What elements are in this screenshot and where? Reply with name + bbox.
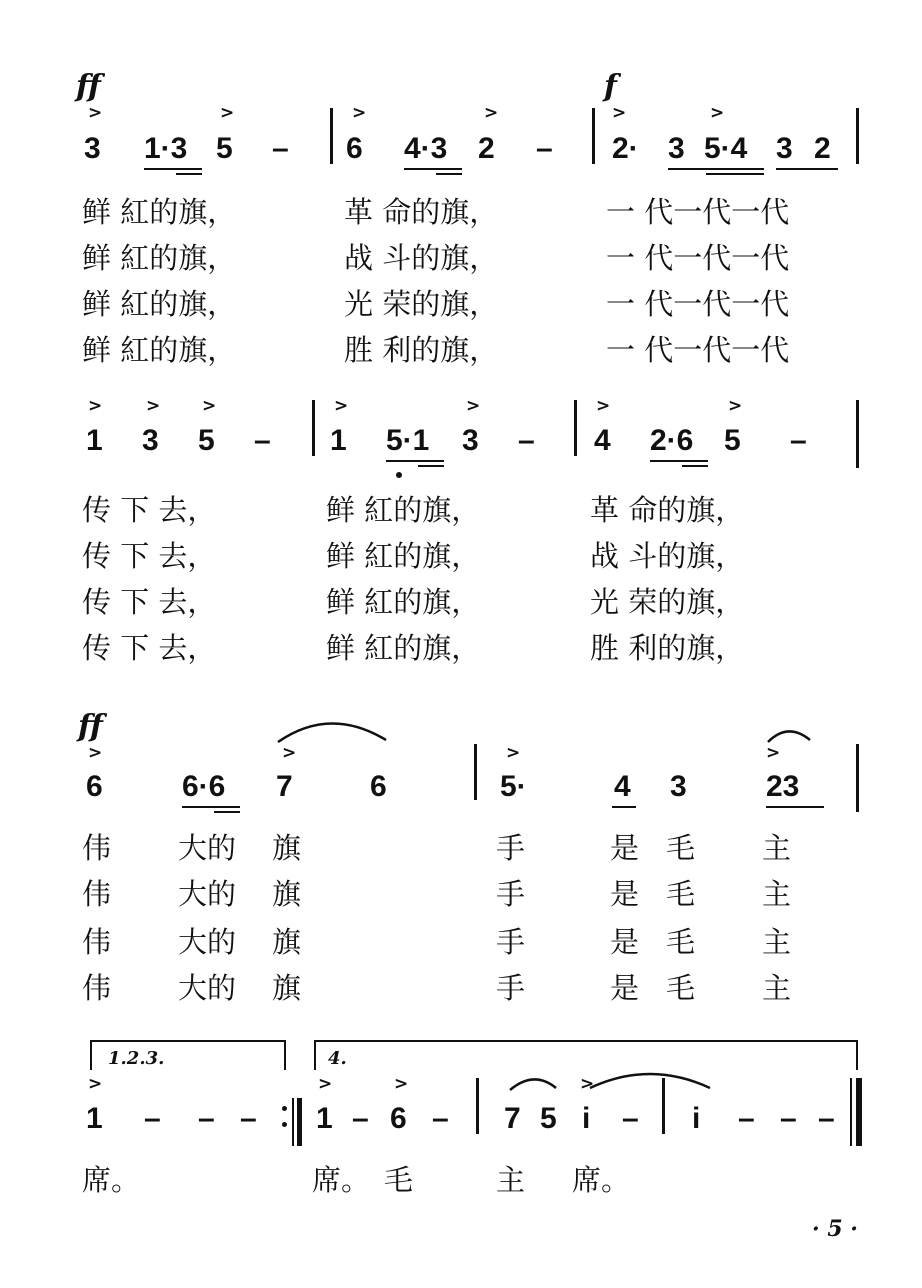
underline bbox=[612, 806, 636, 808]
lyric: 主 bbox=[762, 925, 792, 959]
lyric: 主 bbox=[762, 877, 792, 911]
lyric: 毛 bbox=[666, 831, 696, 865]
volta-bracket-line bbox=[90, 1040, 92, 1070]
lyric: 旗 bbox=[272, 877, 302, 911]
accent-mark: > bbox=[220, 103, 235, 123]
lyric: 大的 bbox=[178, 831, 237, 865]
note: 3 bbox=[462, 424, 479, 457]
final-bar-thick bbox=[856, 1078, 862, 1146]
lyric: 毛 bbox=[666, 971, 696, 1005]
note: 4 bbox=[594, 424, 611, 457]
note: 6 bbox=[370, 770, 387, 803]
accent-mark: > bbox=[766, 743, 781, 763]
lyric: 手 bbox=[496, 971, 526, 1005]
note: 7 bbox=[504, 1102, 521, 1135]
note: 2·6 bbox=[650, 424, 694, 457]
lyric: 毛 bbox=[666, 877, 696, 911]
accent-mark: > bbox=[612, 103, 627, 123]
lyric: 一 代一代一代 bbox=[606, 333, 790, 367]
note: 2 bbox=[478, 132, 495, 165]
lyric: 鲜 紅的旗， bbox=[82, 287, 237, 321]
lyric: 席。 bbox=[572, 1163, 631, 1197]
underline bbox=[766, 806, 824, 808]
lyric: 是 bbox=[610, 971, 640, 1005]
volta-label: 1.2.3. bbox=[108, 1048, 165, 1069]
lyric: 鲜 紅的旗， bbox=[326, 631, 481, 665]
accent-mark: > bbox=[580, 1074, 595, 1094]
accent-mark: > bbox=[202, 396, 217, 416]
page-number: · 5 · bbox=[812, 1216, 858, 1242]
note: – bbox=[518, 424, 535, 457]
note: 3 bbox=[776, 132, 793, 165]
lyric: 手 bbox=[496, 925, 526, 959]
note: 1 bbox=[86, 1102, 103, 1135]
accent-mark: > bbox=[88, 103, 103, 123]
lyric: 旗 bbox=[272, 925, 302, 959]
lyric: 席。 bbox=[82, 1163, 141, 1197]
lyric: 传 下 去， bbox=[82, 493, 217, 527]
note: 5·1 bbox=[386, 424, 430, 457]
lyric: 战 斗的旗， bbox=[344, 241, 499, 275]
lyric: 鲜 紅的旗， bbox=[82, 195, 237, 229]
volta-label: 4. bbox=[328, 1048, 347, 1069]
note: 5 bbox=[198, 424, 215, 457]
note: 4 bbox=[614, 770, 631, 803]
accent-mark: > bbox=[146, 396, 161, 416]
lyric: 大的 bbox=[178, 971, 237, 1005]
lyric: 伟 bbox=[82, 925, 112, 959]
note: 5 bbox=[724, 424, 741, 457]
underline bbox=[182, 806, 240, 808]
lyric: 手 bbox=[496, 831, 526, 865]
slur bbox=[590, 1074, 710, 1088]
lyric: 毛 bbox=[666, 925, 696, 959]
lyric: 鲜 紅的旗， bbox=[82, 333, 237, 367]
note: i bbox=[692, 1102, 701, 1135]
accent-mark: > bbox=[282, 743, 297, 763]
note: 3 bbox=[142, 424, 159, 457]
accent-mark: > bbox=[394, 1074, 409, 1094]
note: 5 bbox=[216, 132, 233, 165]
volta-bracket-line bbox=[314, 1040, 316, 1070]
accent-mark: > bbox=[728, 396, 743, 416]
lyric: 大的 bbox=[178, 877, 237, 911]
lyric: 光 荣的旗， bbox=[344, 287, 499, 321]
accent-mark: > bbox=[352, 103, 367, 123]
note: 3 bbox=[84, 132, 101, 165]
note: – bbox=[432, 1102, 449, 1135]
volta-bracket-line bbox=[284, 1040, 286, 1070]
slur bbox=[510, 1079, 556, 1090]
note: 5 bbox=[540, 1102, 557, 1135]
dynamic-f: f bbox=[604, 69, 617, 104]
lyric: 一 代一代一代 bbox=[606, 287, 790, 321]
bar-line bbox=[856, 744, 859, 812]
lyric: 毛 bbox=[384, 1163, 414, 1197]
accent-mark: > bbox=[466, 396, 481, 416]
volta-bracket-line bbox=[856, 1040, 858, 1070]
lyric: 鲜 紅的旗， bbox=[326, 493, 481, 527]
lyric: 传 下 去， bbox=[82, 631, 217, 665]
lyric: 鲜 紅的旗， bbox=[326, 539, 481, 573]
note: – bbox=[352, 1102, 369, 1135]
lyric: 一 代一代一代 bbox=[606, 241, 790, 275]
note: i bbox=[582, 1102, 591, 1135]
repeat-dot bbox=[282, 1122, 287, 1127]
note: – bbox=[780, 1102, 797, 1135]
note: – bbox=[536, 132, 553, 165]
lyric: 光 荣的旗， bbox=[590, 585, 745, 619]
repeat-bar-thin bbox=[292, 1098, 294, 1146]
lyric: 革 命的旗， bbox=[344, 195, 499, 229]
lyric: 鲜 紅的旗， bbox=[326, 585, 481, 619]
dynamic-ff: ff bbox=[78, 709, 103, 744]
slur bbox=[768, 731, 810, 742]
note: 3 bbox=[668, 132, 685, 165]
note: – bbox=[818, 1102, 835, 1135]
repeat-bar-thick bbox=[297, 1098, 302, 1146]
accent-mark: > bbox=[334, 396, 349, 416]
dynamic-ff: ff bbox=[76, 69, 101, 104]
final-bar-thin bbox=[850, 1078, 852, 1146]
accent-mark: > bbox=[506, 743, 521, 763]
volta-bracket-line bbox=[314, 1040, 858, 1042]
lyric: 席。 bbox=[312, 1163, 371, 1197]
lyric: 革 命的旗， bbox=[590, 493, 745, 527]
note: – bbox=[622, 1102, 639, 1135]
lyric: 胜 利的旗， bbox=[590, 631, 745, 665]
bar-line bbox=[662, 1078, 665, 1134]
note: – bbox=[254, 424, 271, 457]
lyric: 胜 利的旗， bbox=[344, 333, 499, 367]
lyric: 战 斗的旗， bbox=[590, 539, 745, 573]
accent-mark: > bbox=[596, 396, 611, 416]
note: – bbox=[738, 1102, 755, 1135]
note: 5· bbox=[500, 770, 527, 803]
slur bbox=[278, 723, 386, 742]
lyric: 鲜 紅的旗， bbox=[82, 241, 237, 275]
lyric: 伟 bbox=[82, 831, 112, 865]
note: 4·3 bbox=[404, 132, 448, 165]
note: 6 bbox=[346, 132, 363, 165]
bar-line bbox=[474, 744, 477, 800]
lyric: 大的 bbox=[178, 925, 237, 959]
lyric: 是 bbox=[610, 925, 640, 959]
note: 6 bbox=[86, 770, 103, 803]
lyric: 是 bbox=[610, 831, 640, 865]
lyric: 旗 bbox=[272, 831, 302, 865]
note: – bbox=[198, 1102, 215, 1135]
note: – bbox=[790, 424, 807, 457]
note: 1 bbox=[330, 424, 347, 457]
underline bbox=[214, 811, 240, 813]
lyric: 传 下 去， bbox=[82, 585, 217, 619]
accent-mark: > bbox=[88, 743, 103, 763]
repeat-dot bbox=[282, 1106, 287, 1111]
note: 1 bbox=[86, 424, 103, 457]
lyric: 主 bbox=[762, 971, 792, 1005]
accent-mark: > bbox=[88, 396, 103, 416]
accent-mark: > bbox=[318, 1074, 333, 1094]
note: – bbox=[240, 1102, 257, 1135]
note: 6 bbox=[390, 1102, 407, 1135]
note: 1 bbox=[316, 1102, 333, 1135]
note: – bbox=[144, 1102, 161, 1135]
accent-mark: > bbox=[484, 103, 499, 123]
accent-mark: > bbox=[88, 1074, 103, 1094]
note: 2 bbox=[814, 132, 831, 165]
lyric: 主 bbox=[762, 831, 792, 865]
note: 7 bbox=[276, 770, 293, 803]
note: 3 bbox=[670, 770, 687, 803]
lyric: 传 下 去， bbox=[82, 539, 217, 573]
lyric: 伟 bbox=[82, 971, 112, 1005]
accent-mark: > bbox=[710, 103, 725, 123]
lyric: 伟 bbox=[82, 877, 112, 911]
lyric: 手 bbox=[496, 877, 526, 911]
lyric: 是 bbox=[610, 877, 640, 911]
note: 1·3 bbox=[144, 132, 188, 165]
note: – bbox=[272, 132, 289, 165]
note: 23 bbox=[766, 770, 800, 803]
lyric: 一 代一代一代 bbox=[606, 195, 790, 229]
lyric: 旗 bbox=[272, 971, 302, 1005]
lyric: 主 bbox=[496, 1163, 526, 1197]
note: 5·4 bbox=[704, 132, 748, 165]
bar-line bbox=[476, 1078, 479, 1134]
note: 6·6 bbox=[182, 770, 226, 803]
volta-bracket-line bbox=[90, 1040, 286, 1042]
note: 2· bbox=[612, 132, 639, 165]
